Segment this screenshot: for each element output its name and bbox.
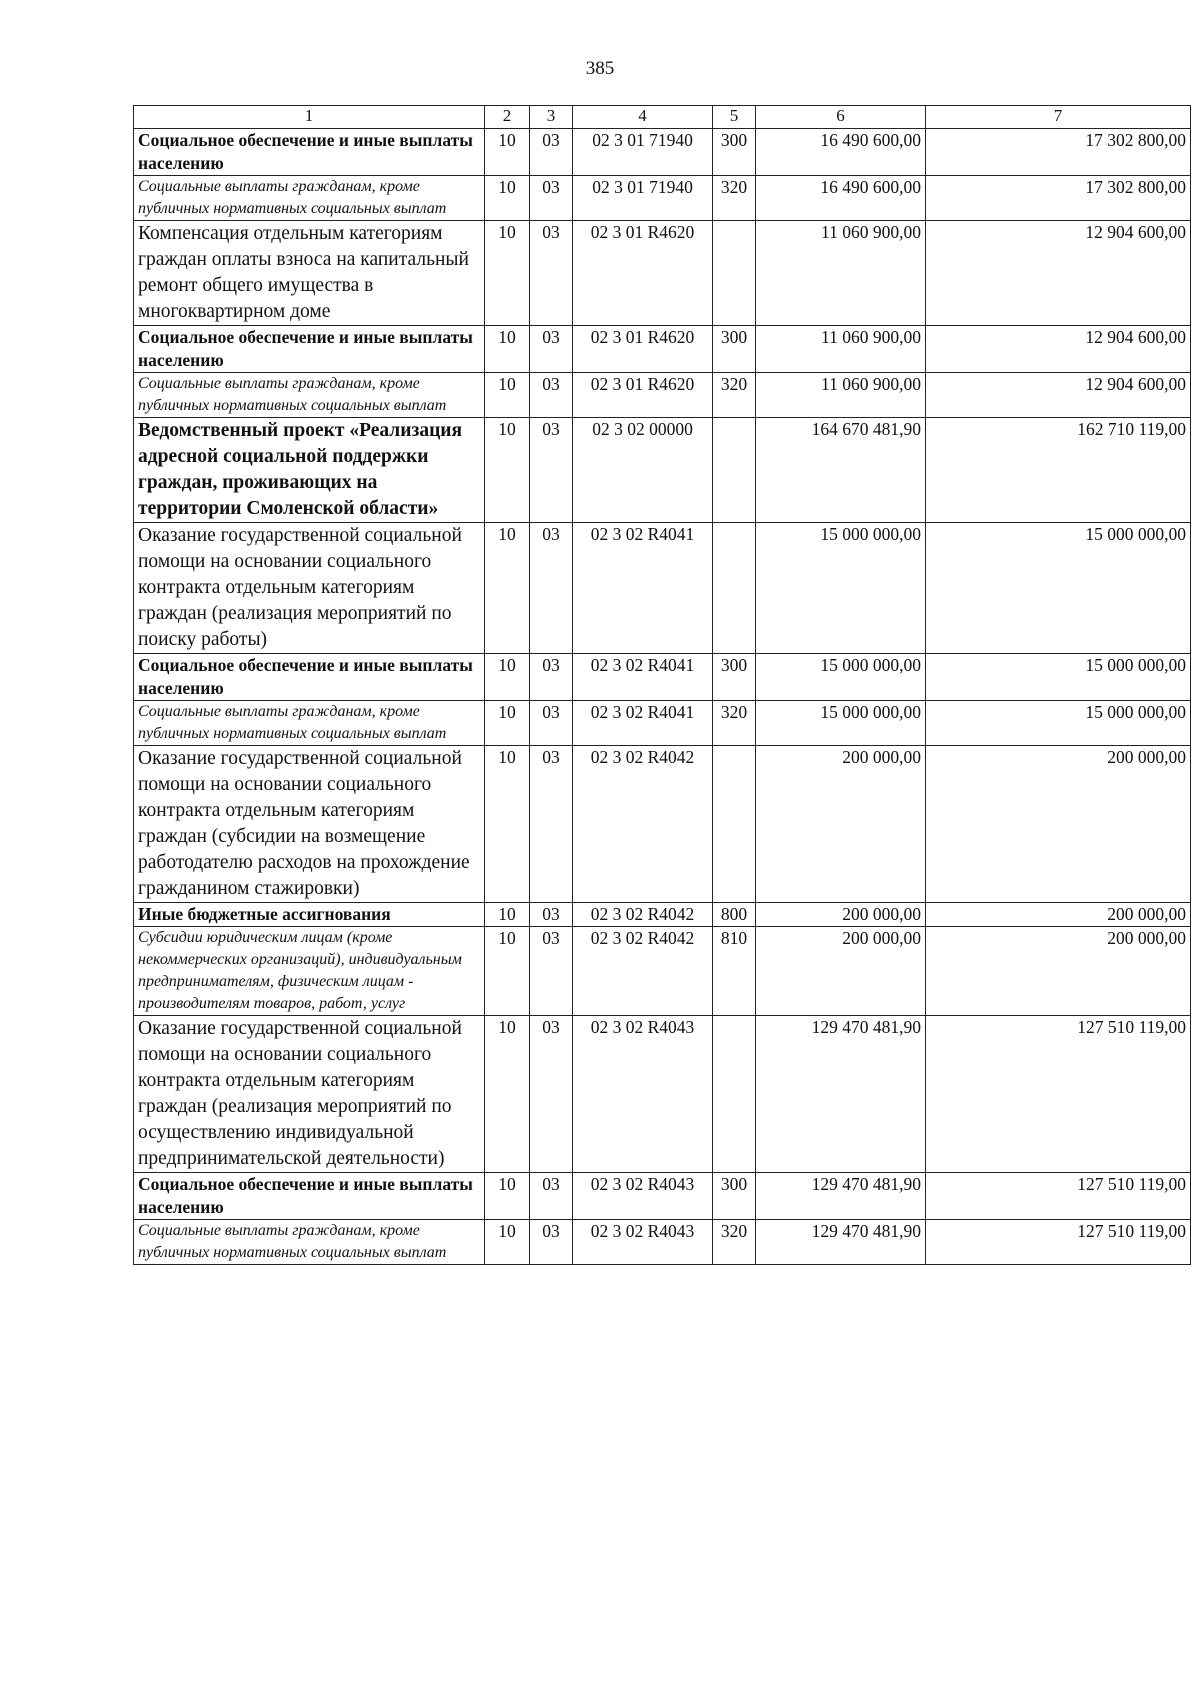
row-name: Социальные выплаты гражданам, кроме публичных нормативных социальных выплат [134, 701, 485, 746]
subsection-code: 03 [530, 1173, 573, 1220]
table-row [134, 1016, 1191, 1173]
table-row [134, 176, 1191, 221]
expense-type-code: 320 [713, 1220, 756, 1265]
subsection-code: 03 [530, 221, 573, 326]
table-row [134, 373, 1191, 418]
header-row [134, 106, 1191, 129]
target-article-code: 02 3 02 R4041 [573, 654, 713, 701]
row-name: Компенсация отдельным категориям граждан оплаты взноса на капитальный ремонт общего имущества в многоквартирном доме [134, 221, 485, 326]
target-article-code: 02 3 02 R4042 [573, 746, 713, 903]
amount-year-1: 164 670 481,90 [756, 418, 926, 523]
row-name: Иные бюджетные ассигнования [134, 903, 485, 927]
amount-year-1: 11 060 900,00 [756, 373, 926, 418]
amount-year-2: 200 000,00 [926, 746, 1191, 903]
section-code: 10 [485, 1016, 530, 1173]
expense-type-code: 300 [713, 1173, 756, 1220]
row-name: Социальное обеспечение и иные выплаты населению [134, 1173, 485, 1220]
column-header-4: 4 [573, 106, 713, 129]
subsection-code: 03 [530, 746, 573, 903]
amount-year-1: 200 000,00 [756, 927, 926, 1016]
section-code: 10 [485, 326, 530, 373]
target-article-code: 02 3 02 R4043 [573, 1220, 713, 1265]
target-article-code: 02 3 02 R4043 [573, 1173, 713, 1220]
amount-year-1: 15 000 000,00 [756, 654, 926, 701]
amount-year-1: 15 000 000,00 [756, 701, 926, 746]
target-article-code: 02 3 02 R4042 [573, 927, 713, 1016]
expense-type-code: 300 [713, 326, 756, 373]
amount-year-2: 200 000,00 [926, 927, 1191, 1016]
subsection-code: 03 [530, 418, 573, 523]
target-article-code: 02 3 01 71940 [573, 129, 713, 176]
expense-type-code: 320 [713, 701, 756, 746]
amount-year-1: 16 490 600,00 [756, 176, 926, 221]
section-code: 10 [485, 523, 530, 654]
amount-year-2: 15 000 000,00 [926, 654, 1191, 701]
amount-year-2: 127 510 119,00 [926, 1173, 1191, 1220]
section-code: 10 [485, 129, 530, 176]
section-code: 10 [485, 1173, 530, 1220]
section-code: 10 [485, 903, 530, 927]
amount-year-2: 200 000,00 [926, 903, 1191, 927]
expense-type-code [713, 1016, 756, 1173]
table-row [134, 129, 1191, 176]
expense-type-code [713, 746, 756, 903]
subsection-code: 03 [530, 129, 573, 176]
target-article-code: 02 3 02 R4041 [573, 523, 713, 654]
expense-type-code: 810 [713, 927, 756, 1016]
section-code: 10 [485, 701, 530, 746]
section-code: 10 [485, 418, 530, 523]
row-name: Оказание государственной социальной помощи на основании социального контракта отдельным категориям граждан (субсидии на возмещение работодателю расходов на прохождение гражданином стажировки) [134, 746, 485, 903]
table-row [134, 221, 1191, 326]
table-row [134, 1220, 1191, 1265]
subsection-code: 03 [530, 927, 573, 1016]
amount-year-2: 12 904 600,00 [926, 373, 1191, 418]
section-code: 10 [485, 927, 530, 1016]
expense-type-code: 800 [713, 903, 756, 927]
subsection-code: 03 [530, 903, 573, 927]
expense-type-code: 300 [713, 654, 756, 701]
amount-year-2: 15 000 000,00 [926, 523, 1191, 654]
subsection-code: 03 [530, 523, 573, 654]
column-header-1: 1 [134, 106, 485, 129]
amount-year-2: 127 510 119,00 [926, 1016, 1191, 1173]
table-row [134, 523, 1191, 654]
amount-year-2: 15 000 000,00 [926, 701, 1191, 746]
target-article-code: 02 3 01 R4620 [573, 221, 713, 326]
column-header-7: 7 [926, 106, 1191, 129]
table-row [134, 903, 1191, 927]
amount-year-2: 12 904 600,00 [926, 221, 1191, 326]
row-name: Социальные выплаты гражданам, кроме публичных нормативных социальных выплат [134, 373, 485, 418]
amount-year-2: 17 302 800,00 [926, 129, 1191, 176]
column-header-3: 3 [530, 106, 573, 129]
table-row [134, 701, 1191, 746]
expense-type-code [713, 221, 756, 326]
row-name: Оказание государственной социальной помощи на основании социального контракта отдельным категориям граждан (реализация мероприятий по поиску работы) [134, 523, 485, 654]
section-code: 10 [485, 1220, 530, 1265]
amount-year-2: 12 904 600,00 [926, 326, 1191, 373]
section-code: 10 [485, 176, 530, 221]
amount-year-1: 200 000,00 [756, 746, 926, 903]
section-code: 10 [485, 221, 530, 326]
amount-year-1: 200 000,00 [756, 903, 926, 927]
subsection-code: 03 [530, 1220, 573, 1265]
section-code: 10 [485, 654, 530, 701]
table-body [134, 129, 1191, 1265]
page-number: 385 [585, 58, 615, 79]
column-header-5: 5 [713, 106, 756, 129]
subsection-code: 03 [530, 701, 573, 746]
target-article-code: 02 3 01 R4620 [573, 326, 713, 373]
table-row [134, 418, 1191, 523]
table-row [134, 326, 1191, 373]
subsection-code: 03 [530, 176, 573, 221]
expense-type-code [713, 418, 756, 523]
target-article-code: 02 3 01 71940 [573, 176, 713, 221]
row-name: Оказание государственной социальной помощи на основании социального контракта отдельным категориям граждан (реализация мероприятий по осуществлению индивидуальной предпринимательской деятельности) [134, 1016, 485, 1173]
amount-year-1: 129 470 481,90 [756, 1173, 926, 1220]
target-article-code: 02 3 02 00000 [573, 418, 713, 523]
budget-table [133, 105, 1191, 1265]
amount-year-1: 129 470 481,90 [756, 1016, 926, 1173]
amount-year-2: 162 710 119,00 [926, 418, 1191, 523]
row-name: Ведомственный проект «Реализация адресной социальной поддержки граждан, проживающих на территории Смоленской области» [134, 418, 485, 523]
section-code: 10 [485, 373, 530, 418]
amount-year-1: 16 490 600,00 [756, 129, 926, 176]
row-name: Социальное обеспечение и иные выплаты населению [134, 326, 485, 373]
row-name: Субсидии юридическим лицам (кроме некоммерческих организаций), индивидуальным предпринимателям, физическим лицам - производителям товаров, работ, услуг [134, 927, 485, 1016]
subsection-code: 03 [530, 326, 573, 373]
amount-year-1: 11 060 900,00 [756, 221, 926, 326]
row-name: Социальные выплаты гражданам, кроме публичных нормативных социальных выплат [134, 176, 485, 221]
subsection-code: 03 [530, 1016, 573, 1173]
column-header-2: 2 [485, 106, 530, 129]
target-article-code: 02 3 01 R4620 [573, 373, 713, 418]
amount-year-1: 11 060 900,00 [756, 326, 926, 373]
column-header-6: 6 [756, 106, 926, 129]
target-article-code: 02 3 02 R4043 [573, 1016, 713, 1173]
table-header [134, 106, 1191, 129]
expense-type-code: 320 [713, 176, 756, 221]
subsection-code: 03 [530, 373, 573, 418]
amount-year-1: 15 000 000,00 [756, 523, 926, 654]
section-code: 10 [485, 746, 530, 903]
amount-year-2: 127 510 119,00 [926, 1220, 1191, 1265]
subsection-code: 03 [530, 654, 573, 701]
row-name: Социальные выплаты гражданам, кроме публичных нормативных социальных выплат [134, 1220, 485, 1265]
expense-type-code: 320 [713, 373, 756, 418]
table-row [134, 654, 1191, 701]
amount-year-1: 129 470 481,90 [756, 1220, 926, 1265]
table-row [134, 1173, 1191, 1220]
row-name: Социальное обеспечение и иные выплаты населению [134, 129, 485, 176]
row-name: Социальное обеспечение и иные выплаты населению [134, 654, 485, 701]
target-article-code: 02 3 02 R4042 [573, 903, 713, 927]
amount-year-2: 17 302 800,00 [926, 176, 1191, 221]
table-row [134, 927, 1191, 1016]
table-row [134, 746, 1191, 903]
target-article-code: 02 3 02 R4041 [573, 701, 713, 746]
expense-type-code: 300 [713, 129, 756, 176]
expense-type-code [713, 523, 756, 654]
